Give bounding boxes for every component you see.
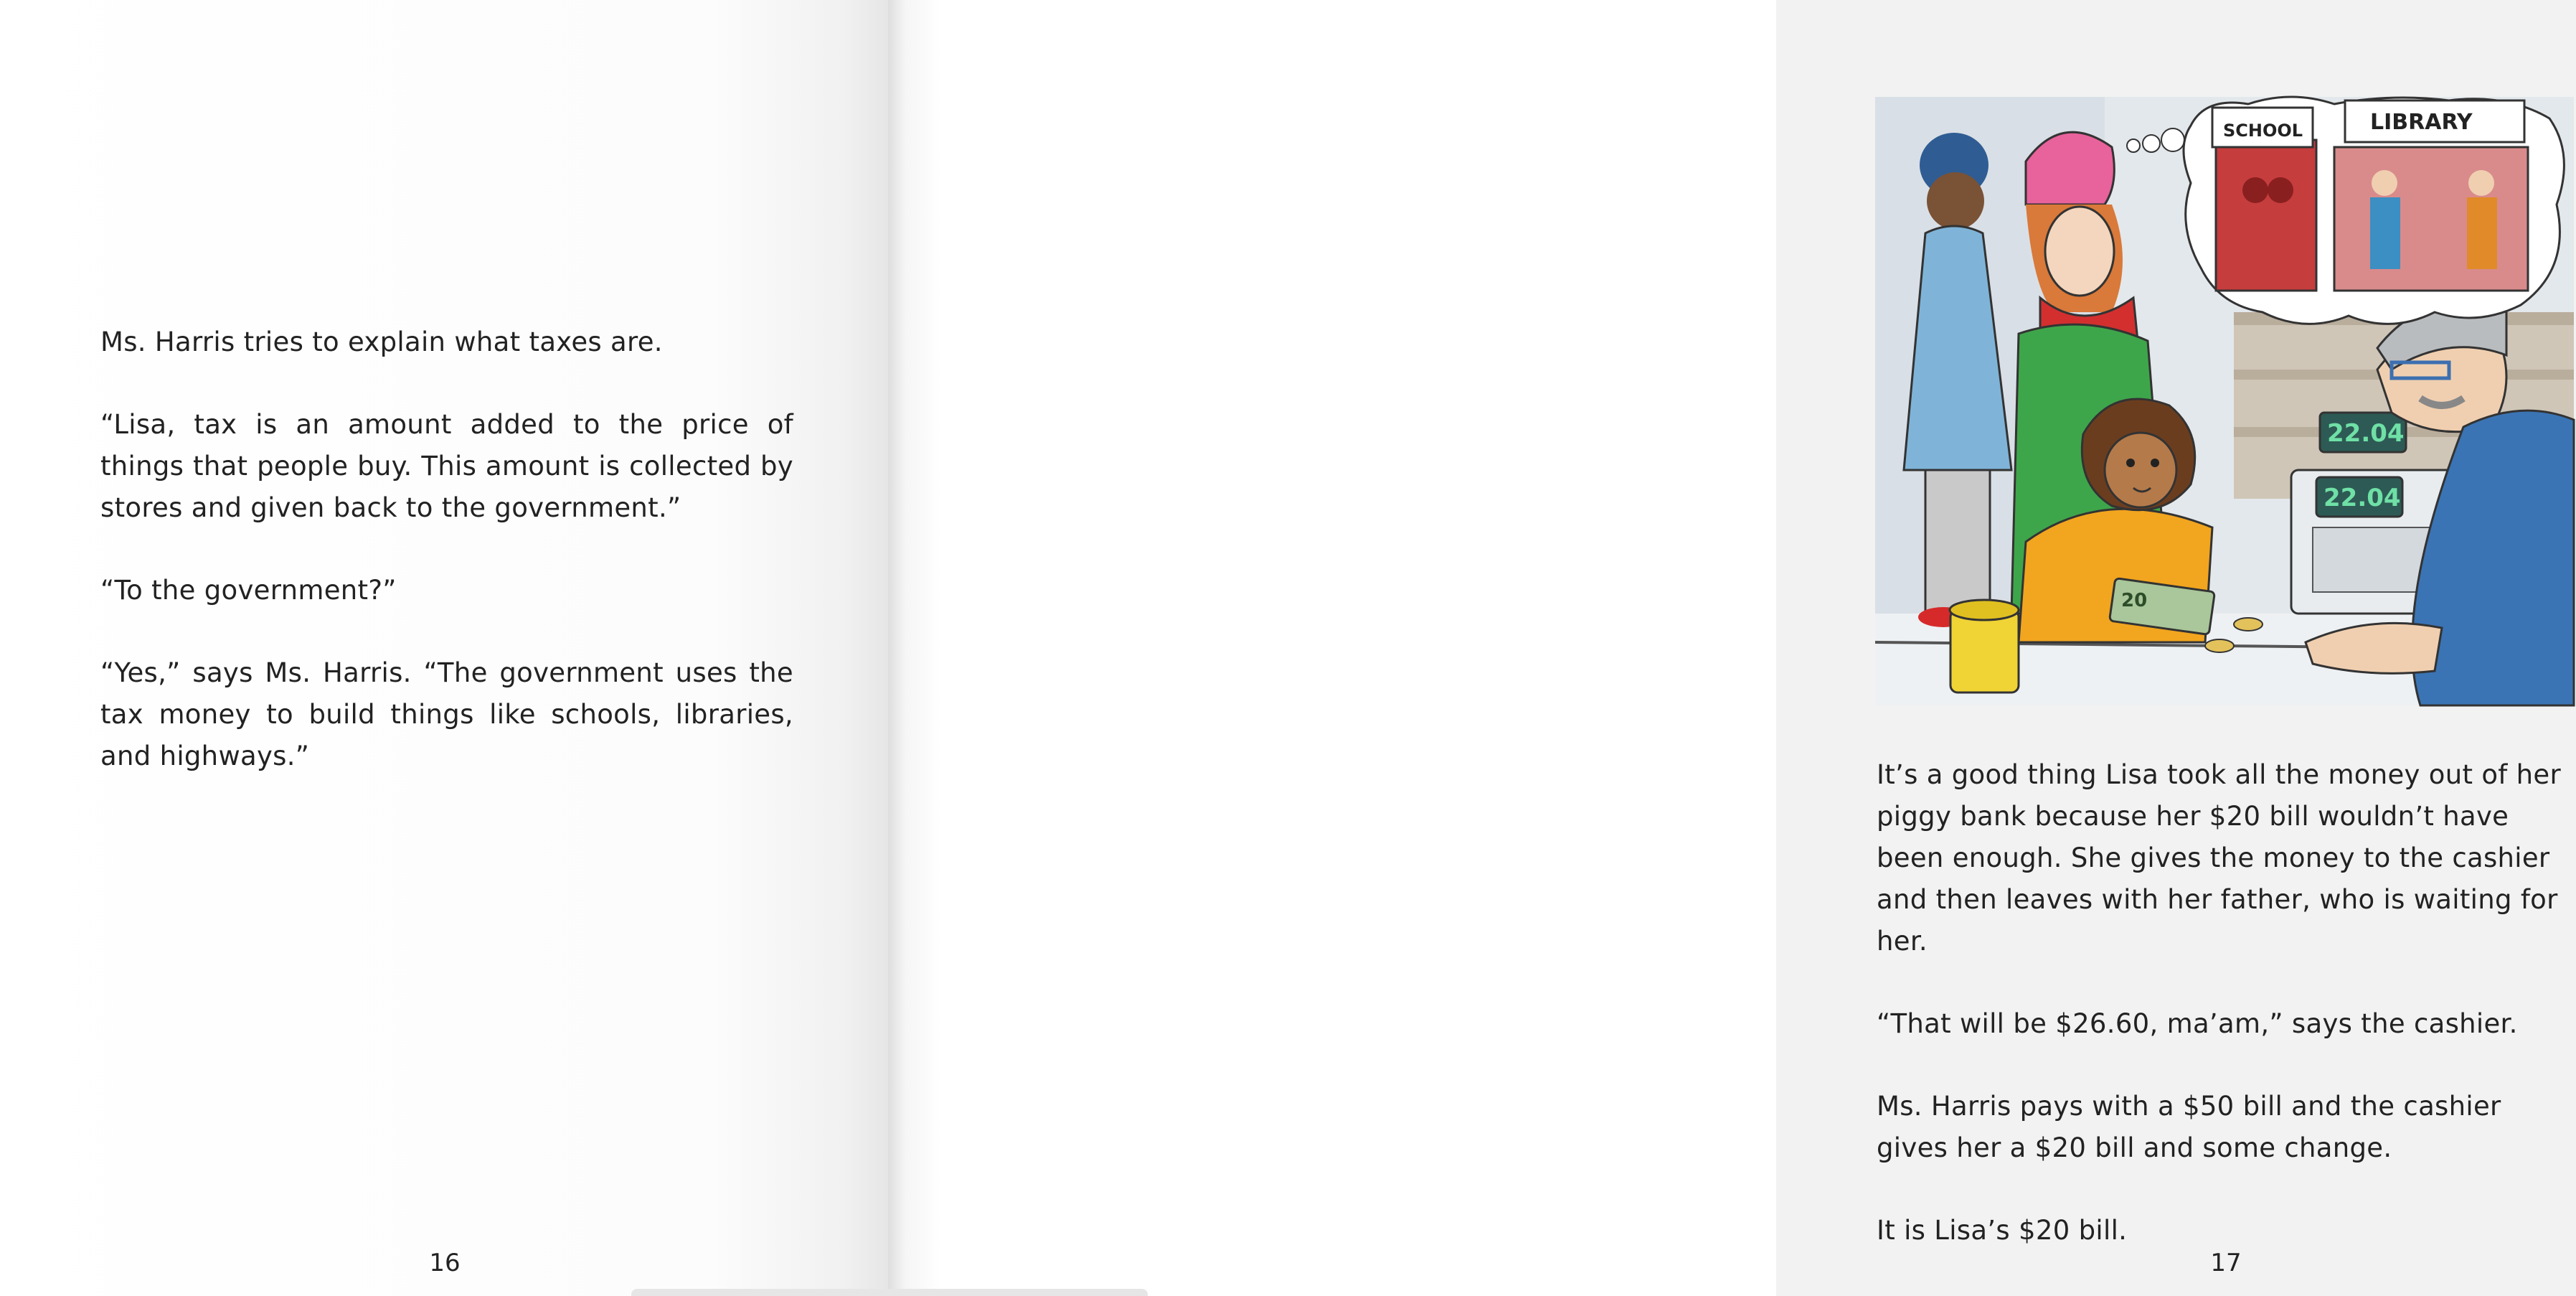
paragraph: Ms. Harris tries to explain what taxes are. xyxy=(100,327,663,357)
left-page-text xyxy=(100,321,793,818)
paragraph: “Yes,” says Ms. Harris. “The government uses the tax money to build things like schools, libraries, and highways.” xyxy=(100,657,793,771)
bill-label: 20 xyxy=(2121,590,2148,611)
register-display-top: 22.04 xyxy=(2327,419,2405,448)
right-page xyxy=(888,0,2562,1296)
page-number: 17 xyxy=(2210,1249,2242,1277)
right-page-text xyxy=(1877,754,2576,1292)
paragraph: Ms. Harris pays with a $50 bill and the cashier gives her a $20 bill and some change. xyxy=(1877,1091,2501,1163)
paragraph: It is Lisa’s $20 bill. xyxy=(1877,1215,2128,1246)
paragraph: “To the government?” xyxy=(100,575,397,606)
scroll-indicator xyxy=(631,1289,1148,1296)
library-sign: LIBRARY xyxy=(2370,110,2473,135)
left-page xyxy=(0,0,888,1296)
register-display: 22.04 xyxy=(2323,484,2401,512)
story-illustration xyxy=(1875,97,2574,705)
page-number: 16 xyxy=(429,1249,461,1277)
paragraph: “Lisa, tax is an amount added to the price of things that people buy. This amount is collected by stores and given back to the government.” xyxy=(100,409,793,523)
paragraph: “That will be $26.60, ma’am,” says the cashier. xyxy=(1877,1008,2518,1039)
school-sign: SCHOOL xyxy=(2223,121,2303,141)
paragraph: It’s a good thing Lisa took all the money out of her piggy bank because her $20 bill wouldn’t have been enough. She gives the money to the cashier and then leaves with her father, who is waiting for her. xyxy=(1877,759,2562,957)
